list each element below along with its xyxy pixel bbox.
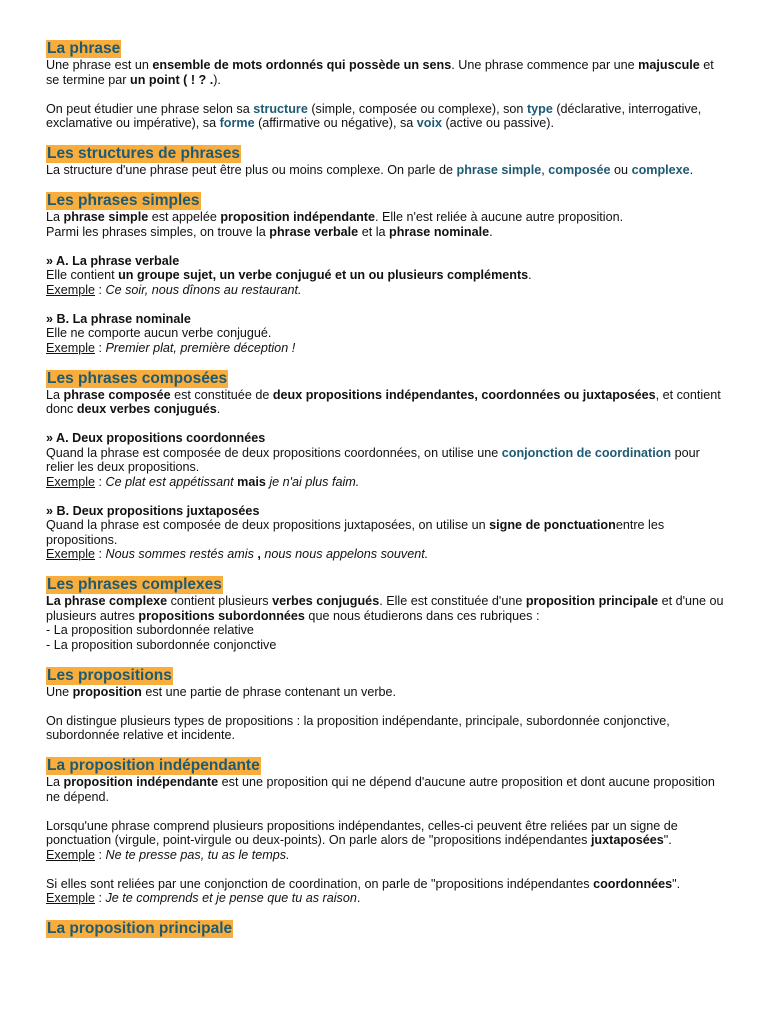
- list-item: - La proposition subordonnée conjonctive: [46, 637, 277, 652]
- example: Exemple : Nous sommes restés amis , nous nous appelons souvent.: [46, 547, 429, 561]
- section-heading: Les phrases simples: [47, 192, 200, 209]
- example: Exemple : Ce soir, nous dînons au restaurant.: [46, 282, 302, 297]
- paragraph: On peut étudier une phrase selon sa structure (simple, composée ou complexe), son type (déclarative, interrogative, exclamative ou impérative), sa forme (affirmative ou négative), sa voix (active ou passive).: [46, 101, 702, 130]
- subsection-title: » A. La phrase verbale: [46, 253, 180, 268]
- section-heading: Les propositions: [47, 666, 172, 684]
- paragraph: La phrase simple est appelée proposition indépendante. Elle n'est reliée à aucune autre proposition.: [46, 210, 624, 224]
- section-propositions: [46, 667, 728, 743]
- paragraph: La structure d'une phrase peut être plus ou moins complexe. On parle de phrase simple, composée ou complexe.: [46, 163, 694, 177]
- section-la-phrase: [46, 40, 728, 131]
- paragraph: Lorsqu'une phrase comprend plusieurs propositions indépendantes, celles-ci peuvent être reliées par un signe de ponctuation (virgule, point-virgule ou deux-points). On parle alors de "propositions indépendantes juxtaposées".: [46, 818, 678, 847]
- section-heading: La phrase: [47, 40, 121, 57]
- list-item: - La proposition subordonnée relative: [46, 623, 254, 637]
- section-heading: Les phrases composées: [47, 369, 228, 387]
- subsection-title: » A. Deux propositions coordonnées: [46, 431, 266, 445]
- example: Exemple : Je te comprends et je pense que tu as raison.: [46, 891, 361, 905]
- example: Exemple : Premier plat, première déception !: [46, 340, 296, 355]
- paragraph: Quand la phrase est composée de deux propositions coordonnées, on utilise une conjonction de coordination pour relier les deux propositions.: [46, 445, 700, 474]
- section-heading: La proposition principale: [47, 920, 233, 937]
- example: Exemple : Ne te presse pas, tu as le temps.: [46, 847, 290, 862]
- example: Exemple : Ce plat est appétissant mais je n'ai plus faim.: [46, 474, 360, 489]
- paragraph: La proposition indépendante est une proposition qui ne dépend d'aucune autre proposition et dont aucune proposition ne dépend.: [46, 775, 715, 804]
- section-phrases-composees: [46, 370, 728, 562]
- paragraph: Une proposition est une partie de phrase contenant un verbe.: [46, 684, 397, 699]
- paragraph: Une phrase est un ensemble de mots ordonnés qui possède un sens. Une phrase commence par une majuscule et se termine par un point ( ! ? .).: [46, 58, 714, 87]
- paragraph: Quand la phrase est composée de deux propositions juxtaposées, on utilise un signe de ponctuationentre les propositions.: [46, 518, 665, 547]
- paragraph: La phrase complexe contient plusieurs verbes conjugués. Elle est constituée d'une proposition principale et d'une ou plusieurs autres propositions subordonnées que nous étudierons dans ces rubriques :: [46, 594, 724, 623]
- paragraph: Parmi les phrases simples, on trouve la phrase verbale et la phrase nominale.: [46, 224, 493, 239]
- paragraph: On distingue plusieurs types de propositions : la proposition indépendante, principale, subordonnée conjonctive, subordonnée relative et incidente.: [46, 713, 670, 742]
- paragraph: Elle ne comporte aucun verbe conjugué.: [46, 326, 272, 340]
- section-phrases-complexes: [46, 576, 728, 652]
- section-heading: La proposition indépendante: [47, 757, 260, 774]
- paragraph: La phrase composée est constituée de deux propositions indépendantes, coordonnées ou juxtaposées, et contient donc deux verbes conjugués.: [46, 387, 721, 416]
- paragraph: Elle contient un groupe sujet, un verbe conjugué et un ou plusieurs compléments.: [46, 268, 532, 282]
- subsection-title: » B. La phrase nominale: [46, 311, 191, 326]
- paragraph: Si elles sont reliées par une conjonction de coordination, on parle de "propositions indépendantes coordonnées".: [46, 876, 681, 891]
- section-phrases-simples: [46, 192, 728, 355]
- subsection-title: » B. Deux propositions juxtaposées: [46, 503, 260, 518]
- section-heading: Les structures de phrases: [47, 145, 240, 162]
- section-structures: [46, 145, 728, 178]
- section-heading: Les phrases complexes: [47, 576, 222, 593]
- section-proposition-independante: [46, 757, 728, 906]
- section-proposition-principale: [46, 920, 728, 938]
